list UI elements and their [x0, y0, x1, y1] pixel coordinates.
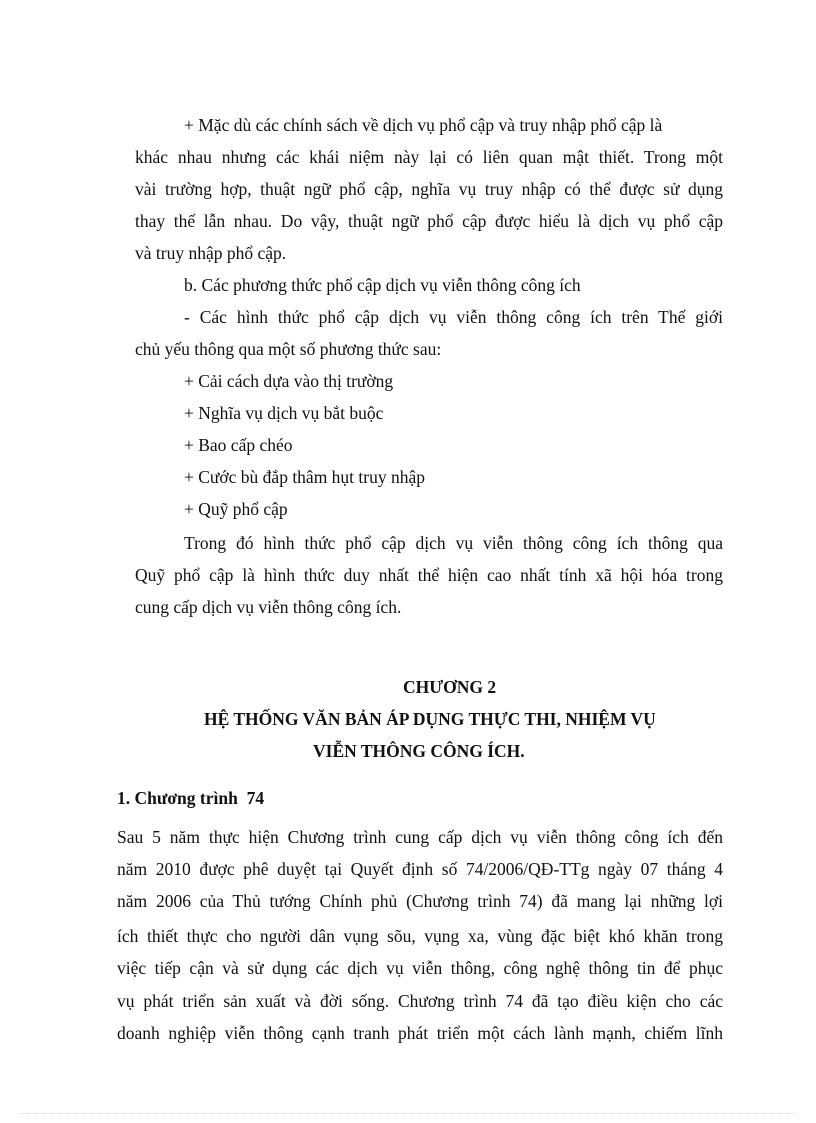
- para-line: năm 2010 được phê duyệt tại Quyết định số 74/2006/QĐ-TTg ngày 07 tháng 4: [117, 859, 723, 879]
- chapter-title: VIỄN THÔNG CÔNG ÍCH.: [313, 741, 525, 761]
- para-line: doanh nghiệp viễn thông cạnh tranh phát triển một cách lành mạnh, chiếm lĩnh: [117, 1023, 723, 1043]
- para-line: thay thế lẫn nhau. Do vậy, thuật ngữ phổ cập được hiểu là dịch vụ phổ cập: [135, 211, 723, 231]
- para-line: ích thiết thực cho người dân vụng sõu, vụng xa, vùng đặc biệt khó khăn trong: [117, 926, 723, 946]
- para-line: chủ yếu thông qua một số phương thức sau:: [135, 339, 442, 359]
- list-item: + Cải cách dựa vào thị trường: [184, 371, 394, 391]
- para-line: việc tiếp cận và sử dụng các dịch vụ viễn thông, công nghệ thông tin để phục: [117, 958, 723, 978]
- para-line: vài trường hợp, thuật ngữ phổ cập, nghĩa vụ truy nhập có thể được sử dụng: [135, 179, 723, 199]
- list-item: + Bao cấp chéo: [184, 435, 293, 455]
- para-line: Sau 5 năm thực hiện Chương trình cung cấp dịch vụ viễn thông công ích đến: [117, 827, 723, 847]
- section-heading: 1. Chương trình 74: [117, 788, 265, 808]
- para-line: khác nhau nhưng các khái niệm này lại có liên quan mật thiết. Trong một: [135, 147, 723, 167]
- para-line: Quỹ phổ cập là hình thức duy nhất thể hiện cao nhất tính xã hội hóa trong: [135, 565, 723, 585]
- list-item: + Quỹ phổ cập: [184, 499, 288, 519]
- page-bottom-rule: [20, 1113, 796, 1114]
- list-item: + Nghĩa vụ dịch vụ bắt buộc: [184, 403, 384, 423]
- para-line: Trong đó hình thức phổ cập dịch vụ viễn thông công ích thông qua: [184, 533, 723, 553]
- para-line: cung cấp dịch vụ viễn thông công ích.: [135, 597, 402, 617]
- section-heading: b. Các phương thức phổ cập dịch vụ viễn thông công ích: [184, 275, 581, 295]
- list-item: + Cước bù đắp thâm hụt truy nhập: [184, 467, 426, 487]
- para-line: vụ phát triển sản xuất và đời sống. Chương trình 74 đã tạo điều kiện cho các: [117, 991, 723, 1011]
- para-line: - Các hình thức phổ cập dịch vụ viễn thông công ích trên Thế giới: [184, 307, 723, 327]
- chapter-label: CHƯƠNG 2: [403, 677, 497, 697]
- para-line: + Mặc dù các chính sách về dịch vụ phổ cập và truy nhập phổ cập là: [184, 115, 663, 135]
- para-line: và truy nhập phổ cập.: [135, 243, 287, 263]
- para-line: năm 2006 của Thủ tướng Chính phủ (Chương trình 74) đã mang lại những lợi: [117, 891, 723, 911]
- chapter-title: HỆ THỐNG VĂN BẢN ÁP DỤNG THỰC THI, NHIỆM VỤ: [204, 709, 656, 729]
